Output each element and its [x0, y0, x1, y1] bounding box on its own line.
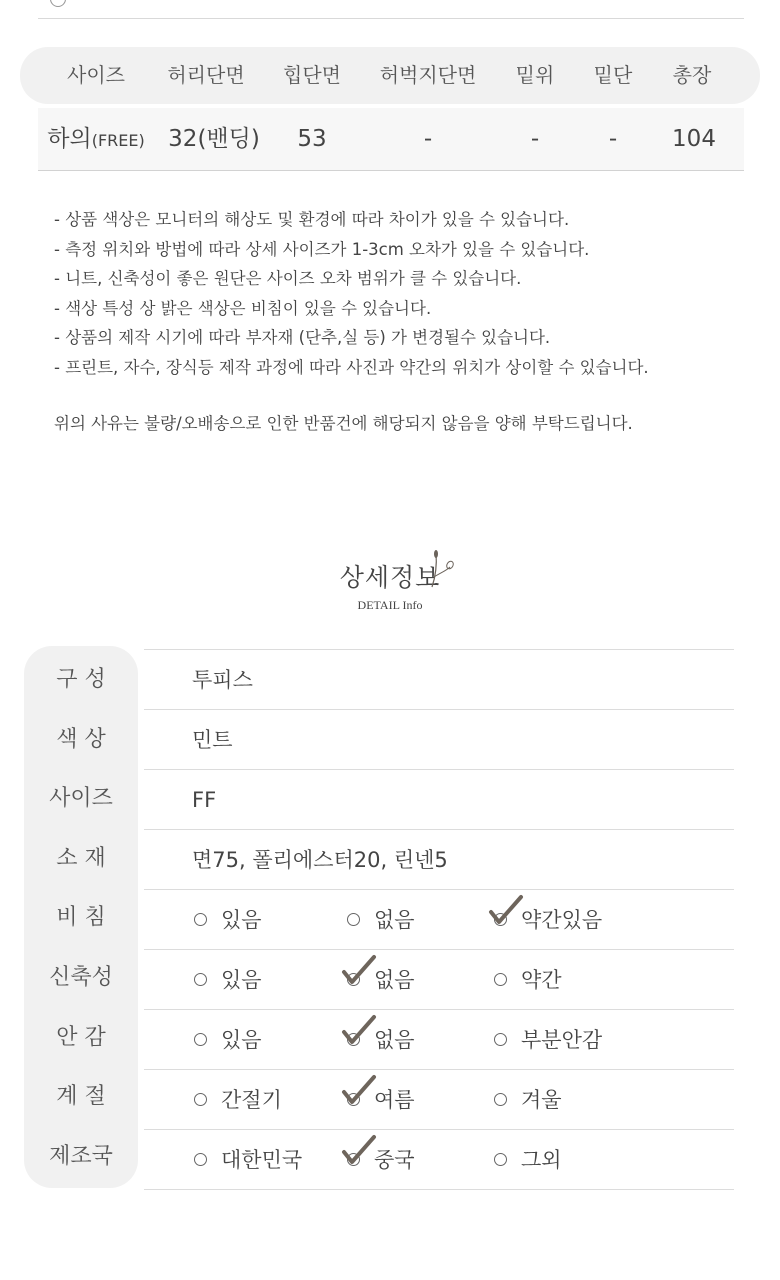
flower-sprig-icon: [428, 549, 456, 589]
option[interactable]: [347, 890, 415, 950]
checkmark-icon: [341, 1074, 377, 1110]
option[interactable]: [494, 1130, 562, 1190]
radio-circle-icon[interactable]: [194, 1093, 207, 1106]
bullet-icon: [50, 0, 66, 7]
detail-row-stretch: [144, 949, 734, 1009]
size-cell: 32(밴딩): [168, 126, 260, 152]
size-cell: -: [423, 126, 433, 152]
detail-title-english: DETAIL Info: [357, 598, 423, 612]
detail-row-origin: [144, 1129, 734, 1190]
option-label: 없음: [374, 1028, 415, 1052]
option[interactable]: [347, 1070, 415, 1130]
detail-label: 소 재: [56, 846, 106, 871]
radio-circle-icon[interactable]: [494, 1153, 507, 1166]
option-label: 여름: [374, 1088, 415, 1112]
size-row-label-sub: (FREE): [91, 131, 145, 150]
size-header-cell: 사이즈: [67, 63, 125, 87]
size-row-label: [47, 108, 144, 172]
detail-value-column: [144, 649, 734, 1190]
size-cell: -: [608, 126, 618, 152]
size-cell: -: [530, 126, 540, 152]
detail-label: 색 상: [56, 727, 106, 752]
option[interactable]: [194, 890, 262, 950]
detail-label: 신축성: [49, 965, 113, 990]
size-cell: 53: [297, 126, 327, 152]
radio-circle-icon[interactable]: [194, 913, 207, 926]
divider: [38, 18, 744, 19]
detail-label: 안 감: [56, 1025, 106, 1050]
radio-circle-icon[interactable]: [194, 973, 207, 986]
option[interactable]: [194, 1130, 302, 1190]
option-label: 대한민국: [221, 1148, 303, 1172]
notice-list: [54, 205, 649, 439]
radio-circle-icon[interactable]: [194, 1153, 207, 1166]
detail-value: 민트: [192, 728, 233, 752]
notice-footer: 위의 사유는 불량/오배송으로 인한 반품건에 해당되지 않음을 양해 부탁드립니다.: [54, 414, 633, 433]
radio-circle-icon[interactable]: [494, 1093, 507, 1106]
radio-circle-icon[interactable]: [494, 1033, 507, 1046]
detail-row-lining: [144, 1009, 734, 1069]
size-table-row: [38, 108, 744, 171]
detail-row-material: [144, 829, 734, 889]
detail-value: 투피스: [192, 668, 253, 692]
option-label: 있음: [221, 908, 262, 932]
option[interactable]: [347, 1130, 415, 1190]
radio-circle-icon[interactable]: [194, 1033, 207, 1046]
detail-info-title: [0, 558, 780, 613]
checkmark-icon: [341, 954, 377, 990]
size-row-label-main: 하의: [47, 126, 92, 152]
option[interactable]: [347, 950, 415, 1010]
size-header-cell: 허벅지단면: [379, 63, 477, 87]
option-label: 없음: [374, 968, 415, 992]
size-header-cell: 힙단면: [283, 63, 341, 87]
previous-section-remnant: [38, 0, 744, 18]
option[interactable]: [194, 1010, 262, 1070]
option[interactable]: [494, 1070, 562, 1130]
detail-value: FF: [192, 788, 217, 812]
size-header-cell: 허리단면: [167, 63, 245, 87]
radio-circle-icon[interactable]: [494, 973, 507, 986]
option-label: 약간: [521, 968, 562, 992]
checkmark-icon: [341, 1014, 377, 1050]
checkmark-icon: [488, 894, 524, 930]
option[interactable]: [494, 1010, 602, 1070]
detail-row-composition: [144, 649, 734, 709]
detail-value: 면75, 폴리에스터20, 린넨5: [192, 848, 448, 872]
notice-item: - 상품의 제작 시기에 따라 부자재 (단추,실 등) 가 변경될수 있습니다.: [54, 328, 551, 347]
checkmark-icon: [341, 1134, 377, 1170]
option-label: 없음: [374, 908, 415, 932]
size-cell: 104: [672, 126, 716, 152]
option[interactable]: [194, 950, 262, 1010]
notice-item: - 측정 위치와 방법에 따라 상세 사이즈가 1-3cm 오차가 있을 수 있습니다.: [54, 239, 590, 259]
detail-label: 구 성: [56, 667, 106, 692]
option-label: 그외: [521, 1148, 562, 1172]
detail-title-korean: 상세정보: [339, 563, 441, 592]
option-label: 중국: [374, 1148, 415, 1172]
option-label: 있음: [221, 1028, 262, 1052]
detail-label: 비 침: [56, 905, 106, 930]
detail-label: 계 절: [56, 1084, 106, 1109]
detail-label: 제조국: [49, 1144, 113, 1169]
detail-label: 사이즈: [49, 786, 113, 811]
option[interactable]: [494, 890, 602, 950]
size-header-cell: 총장: [672, 63, 712, 87]
option[interactable]: [194, 1070, 282, 1130]
size-header-cell: 밑위: [515, 63, 555, 87]
radio-circle-icon[interactable]: [347, 913, 360, 926]
detail-row-sheerness: [144, 889, 734, 949]
option-label: 부분안감: [521, 1028, 603, 1052]
size-header-cell: 밑단: [593, 63, 633, 87]
option-label: 약간있음: [521, 908, 603, 932]
option-label: 간절기: [221, 1088, 282, 1112]
option[interactable]: [494, 950, 562, 1010]
notice-item: - 상품 색상은 모니터의 해상도 및 환경에 따라 차이가 있을 수 있습니다.: [54, 210, 570, 229]
notice-item: - 프린트, 자수, 장식등 제작 과정에 따라 사진과 약간의 위치가 상이할 수 있습니다.: [54, 357, 649, 377]
size-table-header: [20, 47, 760, 104]
detail-label-column: [24, 646, 138, 1188]
detail-row-size: [144, 769, 734, 829]
notice-item: - 니트, 신축성이 좋은 원단은 사이즈 오차 범위가 클 수 있습니다.: [54, 269, 522, 288]
option-label: 겨울: [521, 1088, 562, 1112]
detail-row-color: [144, 709, 734, 769]
option-label: 있음: [221, 968, 262, 992]
detail-row-season: [144, 1069, 734, 1129]
notice-item: - 색상 특성 상 밝은 색상은 비침이 있을 수 있습니다.: [54, 298, 432, 318]
option[interactable]: [347, 1010, 415, 1070]
